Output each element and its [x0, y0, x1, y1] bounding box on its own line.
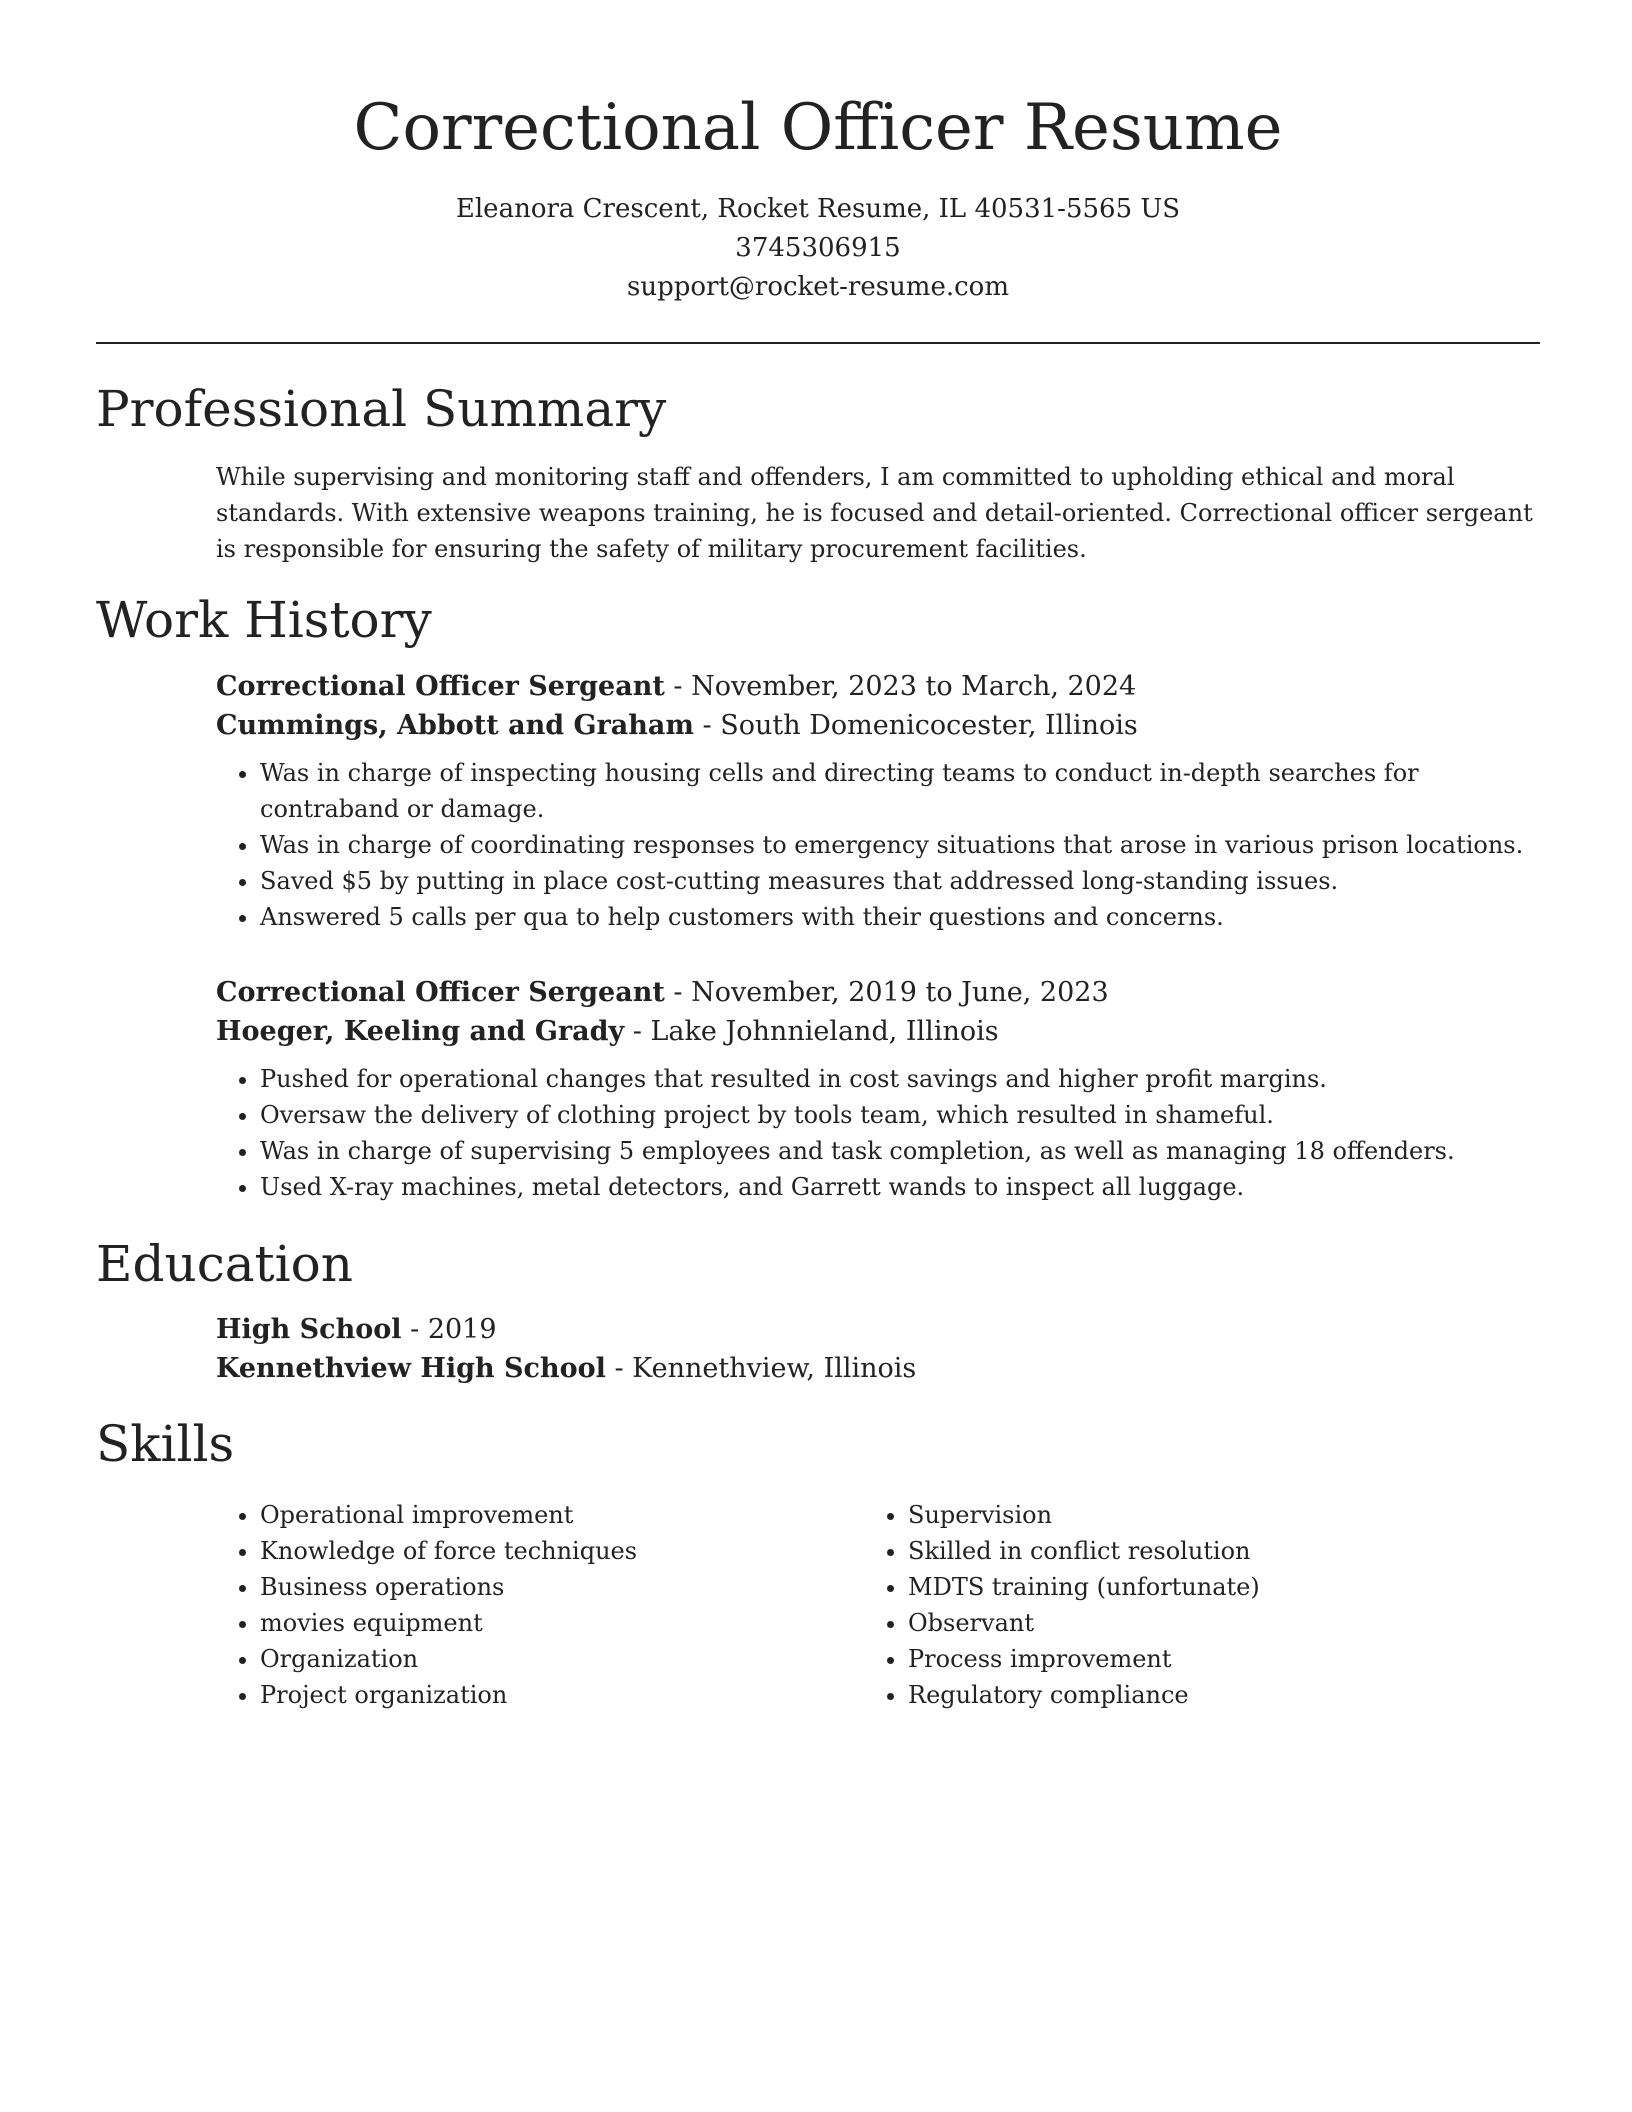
education-heading: Education — [96, 1235, 353, 1293]
job-location: - South Domenicocester, Illinois — [693, 710, 1138, 741]
resume-page — [96, 0, 1540, 2112]
skill-item: • Organization — [260, 1641, 816, 1677]
skill-item: • Skilled in conflict resolution — [908, 1533, 1464, 1569]
skills-list — [216, 1497, 816, 1713]
job-bullet: • Was in charge of coordinating responses to emergency situations that arose in various prison locations. — [260, 827, 1540, 863]
job-company: Cummings, Abbott and Graham — [216, 710, 694, 741]
job-bullet: • Was in charge of inspecting housing cells and directing teams to conduct in-depth searches for contraband or damage. — [260, 755, 1540, 827]
job-title: Correctional Officer Sergeant — [216, 671, 665, 702]
skill-item: • Observant — [908, 1605, 1464, 1641]
contact-email: support@rocket-resume.com — [626, 272, 1009, 302]
resume-title: Correctional Officer Resume — [353, 91, 1283, 165]
skill-item: • Business operations — [260, 1569, 816, 1605]
job-bullets — [216, 755, 1540, 935]
contact-block — [96, 190, 1540, 307]
skills-column-right — [864, 1497, 1464, 1713]
skill-item: • Project organization — [260, 1677, 816, 1713]
job-title: Correctional Officer Sergeant — [216, 977, 665, 1008]
school-location: - Kennethview, Illinois — [605, 1353, 917, 1384]
job-company-line — [216, 706, 1540, 745]
summary-heading: Professional Summary — [96, 380, 667, 438]
summary-section — [216, 459, 1540, 567]
job-dates: - November, 2023 to March, 2024 — [664, 671, 1137, 702]
skill-item: • Operational improvement — [260, 1497, 816, 1533]
job-bullets — [216, 1061, 1540, 1205]
header-divider — [96, 342, 1540, 344]
skill-item: • Process improvement — [908, 1641, 1464, 1677]
job-bullet: • Was in charge of supervising 5 employees and task completion, as well as managing 18 offenders. — [260, 1133, 1540, 1169]
job-company: Hoeger, Keeling and Grady — [216, 1016, 625, 1047]
contact-address: Eleanora Crescent, Rocket Resume, IL 40531-5565 US — [455, 194, 1181, 224]
skill-item: • movies equipment — [260, 1605, 816, 1641]
skill-item: • Regulatory compliance — [908, 1677, 1464, 1713]
skill-item: • MDTS training (unfortunate) — [908, 1569, 1464, 1605]
skills-list — [864, 1497, 1464, 1713]
job-title-line — [216, 973, 1540, 1012]
skill-item: • Knowledge of force techniques — [260, 1533, 816, 1569]
skill-item: • Supervision — [908, 1497, 1464, 1533]
school-name: Kennethview High School — [216, 1353, 606, 1384]
job-bullet: • Saved $5 by putting in place cost-cutting measures that addressed long-standing issues. — [260, 863, 1540, 899]
job-bullet: • Used X-ray machines, metal detectors, and Garrett wands to inspect all luggage. — [260, 1169, 1540, 1205]
skills-column-left — [216, 1497, 816, 1713]
job-company-line — [216, 1012, 1540, 1051]
contact-phone: 3745306915 — [735, 233, 901, 263]
summary-text: While supervising and monitoring staff and offenders, I am committed to upholding ethical and moral standards. With extensive weapons training, he is focused and detail-oriented. Correctional officer sergeant is responsible for ensuring the safety of military procurement facilities. — [216, 463, 1533, 563]
work-history-heading: Work History — [96, 591, 432, 649]
job-bullet: • Oversaw the delivery of clothing project by tools team, which resulted in shameful. — [260, 1097, 1540, 1133]
degree-line — [216, 1310, 1540, 1349]
job-title-line — [216, 667, 1540, 706]
skills-heading: Skills — [96, 1415, 235, 1473]
degree: High School — [216, 1314, 402, 1345]
job-entry — [216, 667, 1540, 935]
job-bullet: • Answered 5 calls per qua to help customers with their questions and concerns. — [260, 899, 1540, 935]
school-line — [216, 1349, 1540, 1388]
job-bullet: • Pushed for operational changes that resulted in cost savings and higher profit margins. — [260, 1061, 1540, 1097]
education-entry — [216, 1310, 1540, 1388]
job-entry — [216, 973, 1540, 1205]
degree-year: - 2019 — [401, 1314, 497, 1345]
job-location: - Lake Johnnieland, Illinois — [624, 1016, 999, 1047]
job-dates: - November, 2019 to June, 2023 — [664, 977, 1109, 1008]
